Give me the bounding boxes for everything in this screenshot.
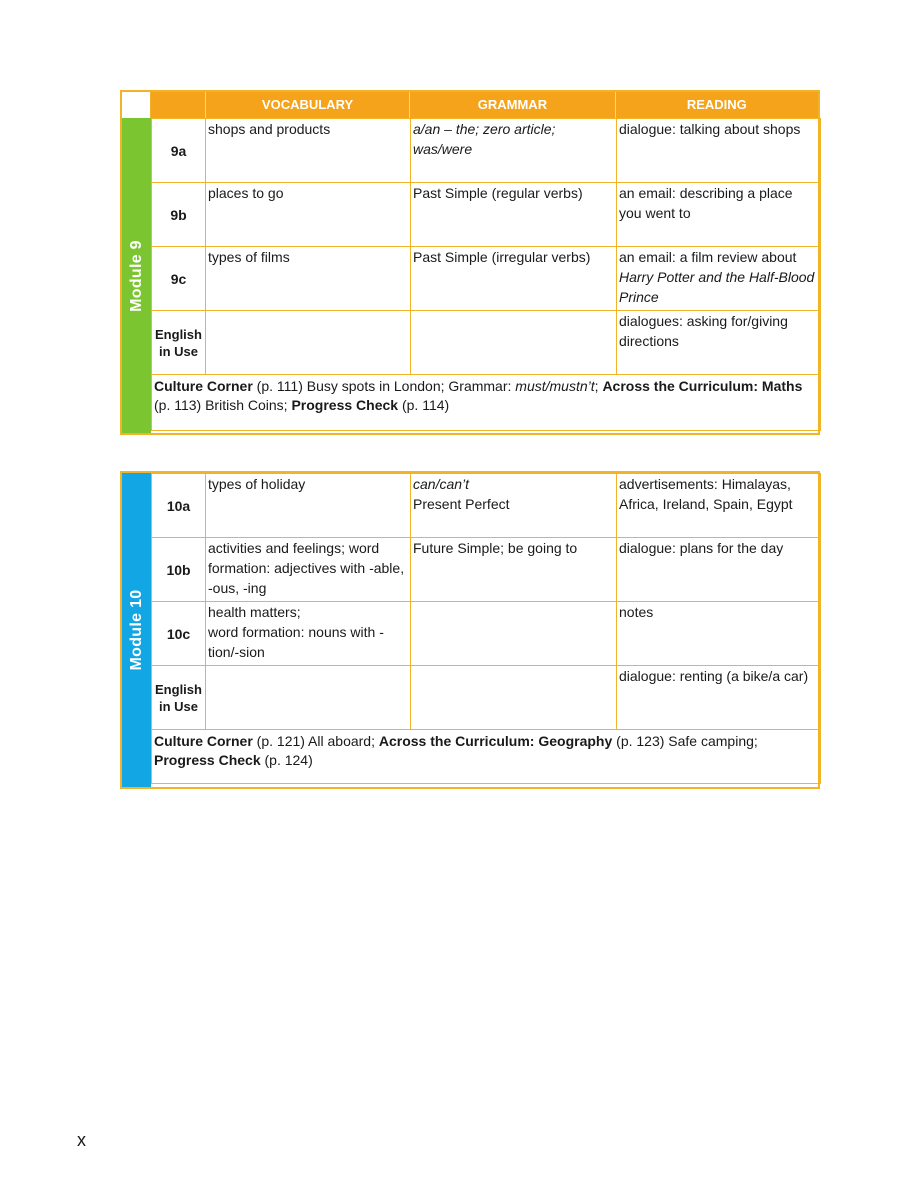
header-grammar: GRAMMAR bbox=[409, 92, 614, 118]
module-9-table bbox=[120, 90, 820, 435]
film-title: Harry Potter and the Half-Blood Prince bbox=[619, 269, 815, 305]
unit-cell: 9a bbox=[152, 119, 206, 183]
vocabulary-cell: places to go bbox=[206, 183, 411, 247]
header-unit-blank bbox=[151, 92, 205, 118]
vocabulary-line-2: word formation: nouns with -tion/-sion bbox=[208, 624, 384, 660]
table-row bbox=[152, 247, 821, 311]
footer-row bbox=[152, 730, 821, 784]
grammar-line-1: can/can’t bbox=[413, 476, 470, 492]
table-row bbox=[152, 602, 821, 666]
across-curriculum-label: Across the Curriculum: Maths bbox=[602, 378, 803, 394]
module-10-side-label bbox=[122, 473, 151, 787]
unit-cell bbox=[152, 666, 206, 730]
progress-check-text: (p. 114) bbox=[398, 397, 450, 413]
header-corner-cell bbox=[122, 92, 151, 118]
module-10-footer bbox=[152, 730, 821, 784]
grammar-cell: Past Simple (irregular verbs) bbox=[411, 247, 617, 311]
unit-label-line1: English bbox=[155, 326, 202, 342]
reading-cell bbox=[617, 247, 821, 311]
page-number: x bbox=[77, 1130, 86, 1150]
table-row bbox=[152, 474, 821, 538]
culture-corner-label: Culture Corner bbox=[154, 378, 253, 394]
vocabulary-cell bbox=[206, 602, 411, 666]
footer-row bbox=[152, 375, 821, 431]
unit-cell bbox=[152, 311, 206, 375]
separator: ; bbox=[594, 378, 603, 394]
module-10-grid bbox=[151, 473, 821, 784]
grammar-cell bbox=[411, 311, 617, 375]
reading-cell: dialogue: plans for the day bbox=[617, 538, 821, 602]
module-9-title: Module 9 bbox=[127, 239, 145, 312]
culture-corner-text: (p. 111) Busy spots in London; Grammar: bbox=[252, 378, 516, 394]
vocabulary-cell bbox=[206, 666, 411, 730]
unit-cell: 9b bbox=[152, 183, 206, 247]
vocabulary-cell: activities and feelings; word formation: adjectives with -able, -ous, -ing bbox=[206, 538, 411, 602]
grammar-cell: Past Simple (regular verbs) bbox=[411, 183, 617, 247]
grammar-cell: a/an – the; zero article; was/were bbox=[411, 119, 617, 183]
header-reading: READING bbox=[615, 92, 818, 118]
unit-cell: 10a bbox=[152, 474, 206, 538]
reading-cell: dialogue: renting (a bike/a car) bbox=[617, 666, 821, 730]
reading-cell: dialogue: talking about shops bbox=[617, 119, 821, 183]
vocabulary-cell: types of holiday bbox=[206, 474, 411, 538]
grammar-line-2: Present Perfect bbox=[413, 496, 510, 512]
table-row bbox=[152, 183, 821, 247]
reading-cell: notes bbox=[617, 602, 821, 666]
header-vocabulary: VOCABULARY bbox=[205, 92, 409, 118]
progress-check-text: (p. 124) bbox=[260, 752, 313, 768]
across-curriculum-text: (p. 123) Safe camping; bbox=[612, 733, 758, 749]
vocabulary-cell bbox=[206, 311, 411, 375]
unit-cell: 9c bbox=[152, 247, 206, 311]
grammar-cell: Future Simple; be going to bbox=[411, 538, 617, 602]
module-9-footer bbox=[152, 375, 821, 431]
table-row bbox=[152, 666, 821, 730]
module-10-table bbox=[120, 471, 820, 789]
across-curriculum-label: Across the Curriculum: Geography bbox=[378, 733, 613, 749]
grammar-cell bbox=[411, 474, 617, 538]
column-header-row bbox=[151, 92, 818, 118]
module-10-title: Module 10 bbox=[127, 589, 145, 671]
module-9-grid bbox=[151, 118, 821, 431]
vocabulary-line-1: health matters; bbox=[208, 604, 301, 620]
unit-label-line2: in Use bbox=[158, 698, 198, 714]
across-curriculum-text: (p. 113) British Coins; bbox=[154, 397, 292, 413]
table-row bbox=[152, 538, 821, 602]
reading-cell: an email: describing a place you went to bbox=[617, 183, 821, 247]
culture-corner-text: (p. 121) All aboard; bbox=[252, 733, 379, 749]
table-row bbox=[152, 119, 821, 183]
vocabulary-cell: types of films bbox=[206, 247, 411, 311]
vocabulary-cell: shops and products bbox=[206, 119, 411, 183]
culture-corner-label: Culture Corner bbox=[154, 733, 253, 749]
grammar-point: must/mustn’t bbox=[515, 378, 595, 394]
reading-text: an email: a film review about bbox=[619, 249, 797, 265]
reading-cell: advertisements: Himalayas, Africa, Ireland, Spain, Egypt bbox=[617, 474, 821, 538]
reading-cell: dialogues: asking for/giving directions bbox=[617, 311, 821, 375]
progress-check-label: Progress Check bbox=[291, 397, 399, 413]
unit-label-line1: English bbox=[155, 681, 202, 697]
unit-cell: 10b bbox=[152, 538, 206, 602]
table-row bbox=[152, 311, 821, 375]
unit-label-line2: in Use bbox=[158, 343, 198, 359]
grammar-cell bbox=[411, 602, 617, 666]
progress-check-label: Progress Check bbox=[154, 752, 261, 768]
unit-cell: 10c bbox=[152, 602, 206, 666]
module-9-side-label bbox=[122, 118, 151, 433]
grammar-cell bbox=[411, 666, 617, 730]
